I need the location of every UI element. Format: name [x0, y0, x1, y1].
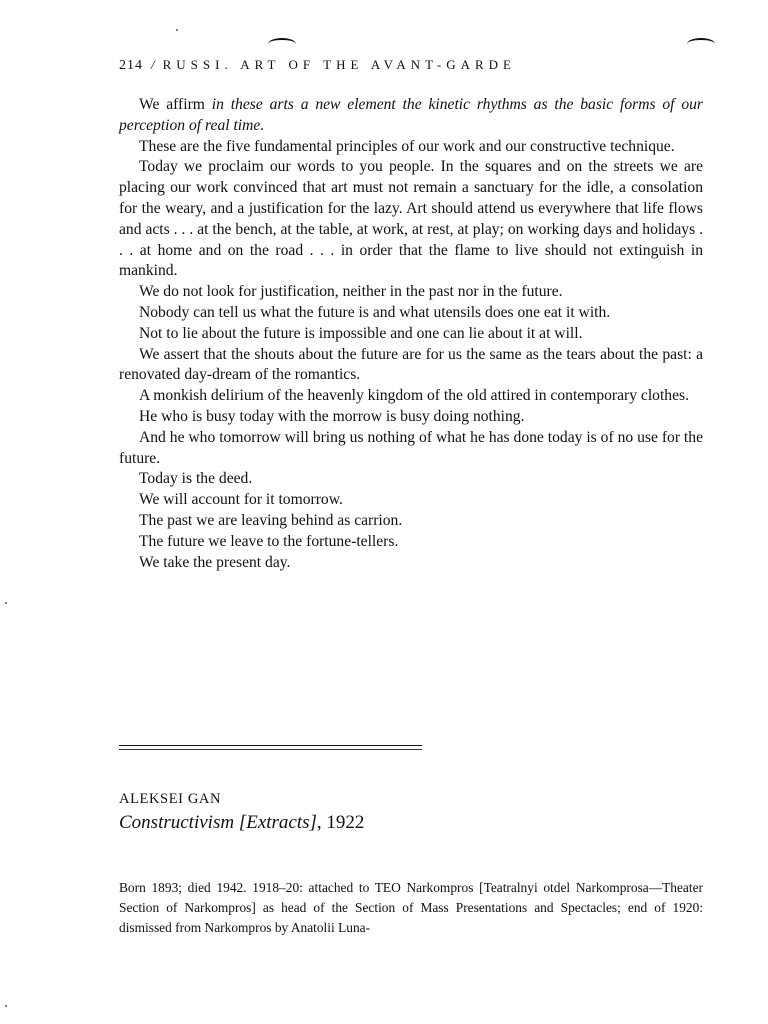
paragraph: We take the present day.	[139, 553, 291, 571]
page-number: 214	[119, 58, 143, 73]
paragraph: Nobody can tell us what the future is and what utensils does one eat it with.	[139, 303, 611, 321]
author-biography	[119, 878, 703, 938]
scan-speck	[5, 602, 7, 604]
paragraph: We will account for it tomorrow.	[139, 491, 343, 509]
biography-text: Born 1893; died 1942. 1918–20: attached to TEO Narkompros [Teatralnyi otdel Narkomprosa—Theater Section of Narkompros] as head of the Section of Mass Presentations and Spectacles; end of 1920: dismissed from Narkompros by Anatolii Luna-	[119, 880, 703, 935]
running-header	[119, 57, 516, 74]
paragraph: We affirm in these arts a new element the kinetic rhythms as the basic forms of our perception of real time.	[119, 96, 704, 134]
emphasis: in these arts a new element the kinetic rhythms as the basic forms of our perception of real time.	[119, 96, 704, 134]
scan-mark	[687, 38, 715, 50]
paragraph: The past we are leaving behind as carrion.	[139, 511, 403, 529]
paragraph: And he who tomorrow will bring us nothing of what he has done today is of no use for the future.	[119, 428, 703, 467]
paragraph: These are the five fundamental principles of our work and our constructive technique.	[139, 137, 675, 155]
running-title: RUSSI. ART OF THE AVANT-GARDE	[162, 57, 516, 72]
paragraph: Today is the deed.	[139, 470, 253, 488]
work-year: , 1922	[316, 812, 365, 833]
paragraph: We assert that the shouts about the future are for us the same as the tears about the past: a renovated day-dream of the romantics.	[119, 345, 703, 384]
work-title: Constructivism	[119, 812, 235, 833]
paragraph: He who is busy today with the morrow is busy doing nothing.	[139, 407, 525, 425]
paragraph: Not to lie about the future is impossible and one can lie about it at will.	[139, 324, 583, 342]
section-divider	[119, 749, 422, 750]
work-subtitle: [Extracts]	[238, 812, 317, 833]
header-separator: /	[151, 57, 157, 72]
section-divider	[119, 745, 422, 746]
scan-speck	[5, 1005, 7, 1007]
paragraph: Today we proclaim our words to you people. In the squares and on the streets we are placing our work convinced that art must not remain a sanctuary for the idle, a consolation for the weary, and a justification for the lazy. Art should attend us everywhere that life flows and acts . . . at the bench, at the table, at work, at rest, at play; on working days and holidays . . . at home and on the road . . . in order that the flame to live should not extinguish in mankind.	[119, 158, 703, 280]
paragraph: We do not look for justification, neither in the past nor in the future.	[139, 283, 563, 301]
paragraph: A monkish delirium of the heavenly kingdom of the old attired in contemporary clothes.	[139, 387, 689, 405]
scan-mark	[268, 38, 296, 50]
manifesto-text	[119, 95, 703, 573]
scan-speck	[176, 29, 178, 31]
section-title	[119, 812, 364, 834]
paragraph: The future we leave to the fortune-tellers.	[139, 532, 399, 550]
section-author: ALEKSEI GAN	[119, 791, 222, 807]
